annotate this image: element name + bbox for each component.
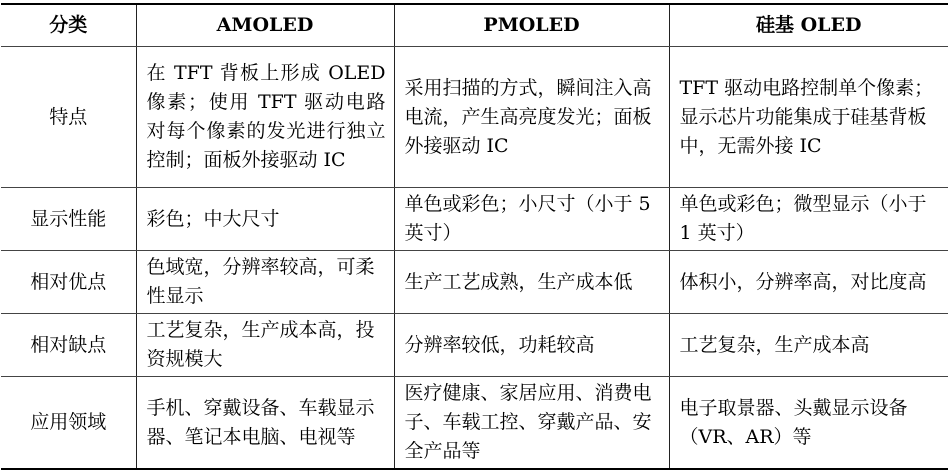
header-amoled: AMOLED	[136, 4, 394, 47]
table-row	[1, 47, 948, 188]
cell-pmoled: 医疗健康、家居应用、消费电子、车载工控、穿戴产品、安全产品等	[394, 377, 669, 470]
row-label: 应用领域	[1, 377, 136, 470]
table-row	[1, 251, 948, 314]
cell-silicon-oled: TFT 驱动电路控制单个像素；显示芯片功能集成于硅基背板中，无需外接 IC	[669, 47, 948, 188]
cell-pmoled: 分辨率较低，功耗较高	[394, 314, 669, 377]
row-label: 特点	[1, 47, 136, 188]
cell-silicon-oled: 工艺复杂，生产成本高	[669, 314, 948, 377]
cell-silicon-oled: 单色或彩色；微型显示（小于 1 英寸）	[669, 188, 948, 251]
header-row	[1, 4, 948, 47]
cell-amoled: 在 TFT 背板上形成 OLED 像素；使用 TFT 驱动电路对每个像素的发光进行独立控制；面板外接驱动 IC	[136, 47, 394, 188]
cell-amoled: 手机、穿戴设备、车载显示器、笔记本电脑、电视等	[136, 377, 394, 470]
cell-amoled: 工艺复杂，生产成本高，投资规模大	[136, 314, 394, 377]
cell-silicon-oled: 电子取景器、头戴显示设备（VR、AR）等	[669, 377, 948, 470]
row-label: 显示性能	[1, 188, 136, 251]
table-row	[1, 377, 948, 470]
table-row	[1, 314, 948, 377]
table-row	[1, 188, 948, 251]
cell-pmoled: 生产工艺成熟，生产成本低	[394, 251, 669, 314]
row-label: 相对缺点	[1, 314, 136, 377]
row-label: 相对优点	[1, 251, 136, 314]
header-pmoled: PMOLED	[394, 4, 669, 47]
header-category: 分类	[1, 4, 136, 47]
cell-pmoled: 单色或彩色；小尺寸（小于 5 英寸）	[394, 188, 669, 251]
cell-amoled: 彩色；中大尺寸	[136, 188, 394, 251]
cell-pmoled: 采用扫描的方式，瞬间注入高电流，产生高亮度发光；面板外接驱动 IC	[394, 47, 669, 188]
oled-comparison-table	[1, 3, 948, 470]
header-silicon-oled: 硅基 OLED	[669, 4, 948, 47]
cell-silicon-oled: 体积小，分辨率高，对比度高	[669, 251, 948, 314]
cell-amoled: 色域宽，分辨率较高，可柔性显示	[136, 251, 394, 314]
